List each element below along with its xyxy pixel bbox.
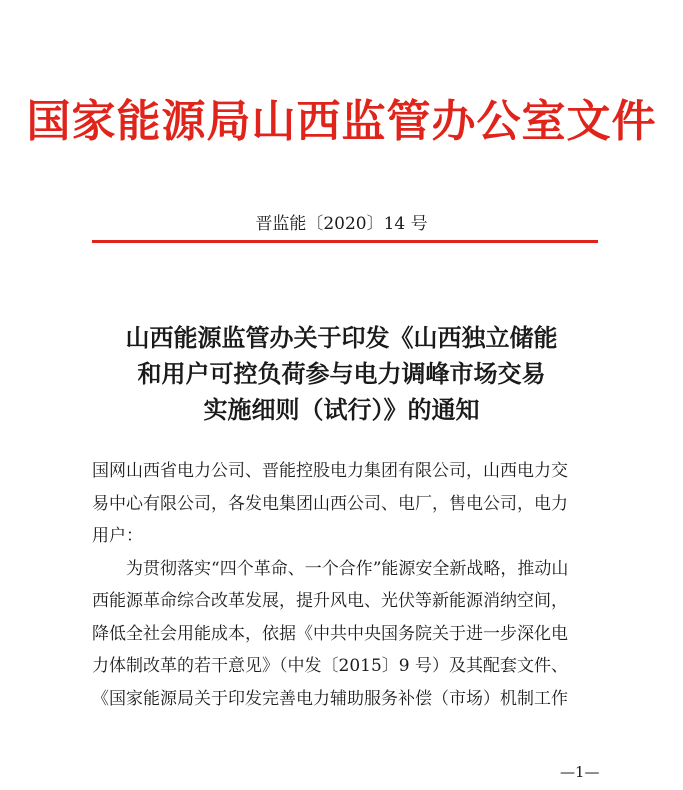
body-text [92, 455, 604, 715]
addressee-line-1: 国网山西省电力公司、晋能控股电力集团有限公司，山西电力交 [92, 461, 568, 481]
page-number: —1— [560, 763, 600, 781]
notice-title [0, 320, 683, 428]
paragraph-line-5: 《国家能源局关于印发完善电力辅助服务补偿（市场）机制工作 [92, 688, 568, 709]
addressee-line-3: 用户： [92, 526, 143, 546]
paragraph-line-2: 西能源革命综合改革发展，提升风电、光伏等新能源消纳空间， [92, 591, 568, 611]
document-number: 晋监能〔2020〕14 号 [255, 214, 428, 234]
paragraph-line-1: 为贯彻落实“四个革命、一个合作”能源安全新战略，推动山 [126, 558, 569, 579]
paragraph-line-4: 力体制改革的若干意见》（中发〔2015〕9 号）及其配套文件、 [92, 656, 568, 676]
notice-title-line-2: 和用户可控负荷参与电力调峰市场交易 [137, 359, 546, 388]
addressee-line-2: 易中心有限公司，各发电集团山西公司、电厂，售电公司，电力 [92, 493, 568, 514]
red-divider-line [92, 240, 598, 243]
paragraph-line-3: 降低全社会用能成本，依据《中共中央国务院关于进一步深化电 [92, 623, 568, 644]
notice-title-line-1: 山西能源监管办关于印发《山西独立储能 [125, 323, 558, 352]
notice-title-line-3: 实施细则（试行）》的通知 [203, 395, 480, 424]
issuer-header-title: 国家能源局山西监管办公室文件 [26, 96, 657, 147]
